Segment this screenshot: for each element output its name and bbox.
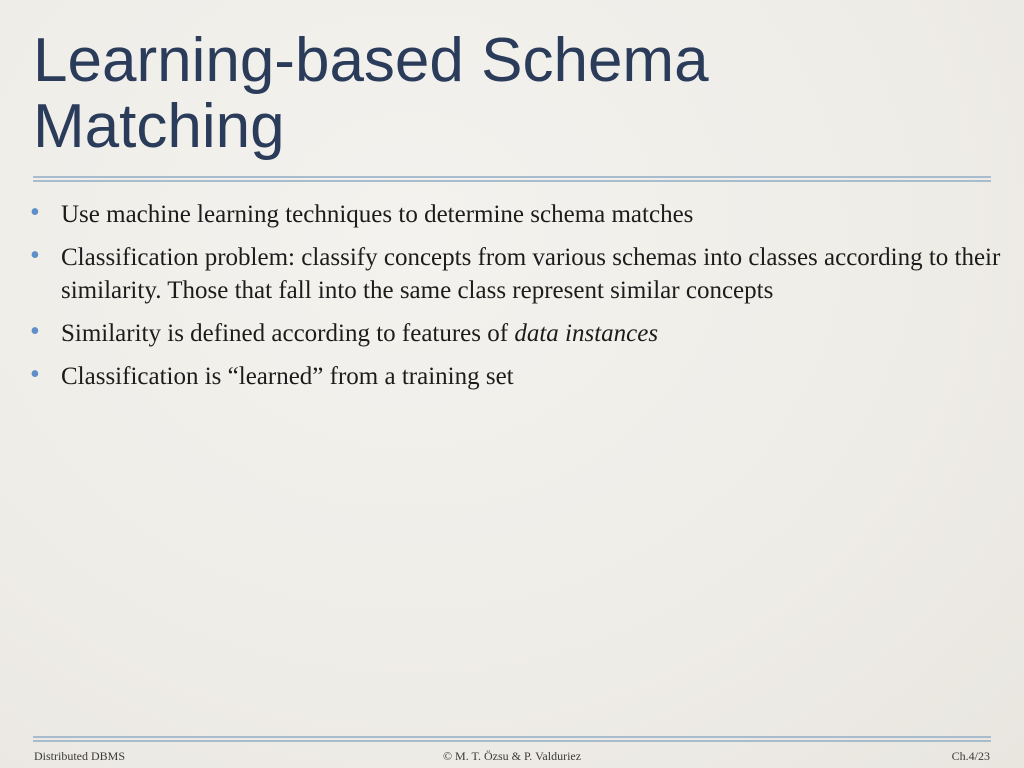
bullet-text: Classification problem: classify concepts from various schemas into classes according to their similarity. Those that fall into the same class represent similar concepts <box>61 244 1001 304</box>
bullet-text: Use machine learning techniques to determine schema matches <box>61 201 694 228</box>
footer-page-number: Ch.4/23 <box>951 749 990 763</box>
slide-title <box>33 28 993 160</box>
bullet-item <box>30 360 1005 393</box>
bullet-list <box>30 198 1005 403</box>
bullet-dot-icon: • <box>30 359 40 390</box>
footer-divider-line-1 <box>33 736 991 738</box>
bullet-dot-icon: • <box>30 316 40 347</box>
bullet-text: Classification is “learned” from a training set <box>61 363 514 390</box>
footer-divider-line-2 <box>33 740 991 742</box>
bullet-emphasis: data instances <box>514 320 659 347</box>
title-divider-line-1 <box>33 176 991 178</box>
bullet-item <box>30 317 1005 350</box>
bullet-item <box>30 241 1005 307</box>
bullet-text: Similarity is defined according to features of <box>61 320 515 347</box>
footer-copyright: © M. T. Özsu & P. Valduriez <box>442 749 582 763</box>
bullet-dot-icon: • <box>30 197 40 228</box>
slide-title-line-2: Matching <box>33 92 285 161</box>
bullet-dot-icon: • <box>30 240 40 271</box>
bullet-item <box>30 198 1005 231</box>
slide-title-line-1: Learning-based Schema <box>33 26 709 95</box>
footer-course-name: Distributed DBMS <box>34 749 126 763</box>
title-divider-line-2 <box>33 180 991 182</box>
